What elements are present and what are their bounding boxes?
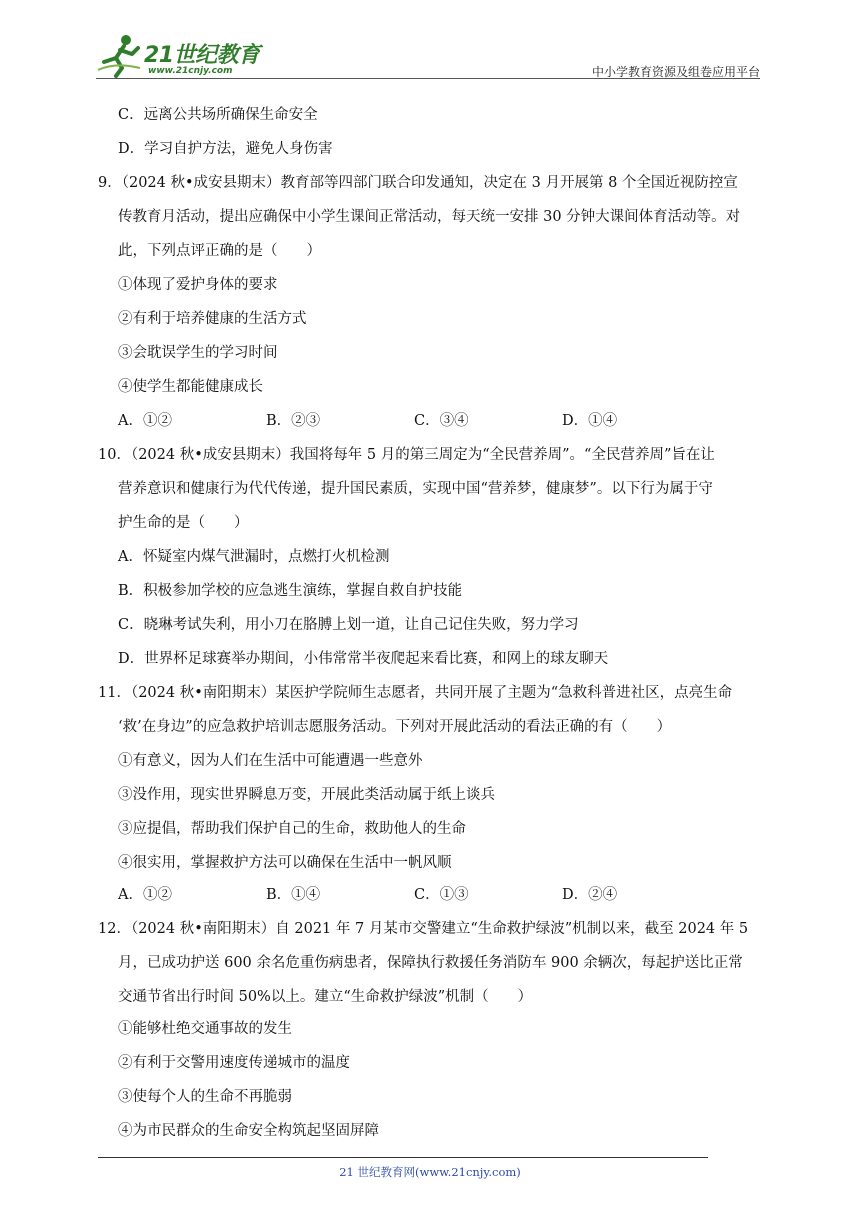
q11-statement-1: ①有意义，因为人们在生活中可能遭遇一些意外 — [118, 753, 423, 769]
q9-option-b[interactable]: B．②③ — [266, 413, 321, 429]
q11-option-b[interactable]: B．①④ — [266, 887, 321, 903]
q9-stem-line3: 此，下列点评正确的是（ ） — [118, 243, 321, 259]
q9-statement-2: ②有利于培养健康的生活方式 — [118, 311, 307, 327]
logo-url-text: www.21cnjy.com — [148, 66, 233, 76]
q9-statement-4: ④使学生都能健康成长 — [118, 379, 263, 395]
page-header — [96, 28, 760, 80]
footer-divider — [98, 1157, 708, 1158]
q12-statement-2: ②有利于交警用速度传递城市的温度 — [118, 1055, 350, 1071]
q12-stem-line2: 月，已成功护送 600 余名危重伤病患者，保障执行救援任务消防车 900 余辆次，每起护送比正常 — [118, 955, 743, 971]
q11-stem-line2: ‘救’在身边”的应急救护培训志愿服务活动。下列对开展此活动的看法正确的有（ ） — [118, 719, 672, 735]
platform-name: 中小学教育资源及组卷应用平台 — [591, 65, 760, 79]
q12-statement-3: ③使每个人的生命不再脆弱 — [118, 1089, 292, 1105]
q10-option-d[interactable]: D．世界杯足球赛举办期间，小伟常常半夜爬起来看比赛，和网上的球友聊天 — [118, 651, 609, 667]
q11-option-a[interactable]: A．①② — [118, 887, 172, 903]
q10-option-c[interactable]: C．晓琳考试失利，用小刀在胳膊上划一道，让自己记住失败，努力学习 — [118, 617, 579, 633]
runner-logo-icon — [96, 32, 144, 78]
prev-option-d: D．学习自护方法，避免人身伤害 — [118, 141, 333, 157]
q10-option-b[interactable]: B．积极参加学校的应急逃生演练，掌握自救自护技能 — [118, 583, 463, 599]
q9-option-a[interactable]: A．①② — [118, 413, 172, 429]
q9-stem-line2: 传教育月活动，提出应确保中小学生课间正常活动，每天统一安排 30 分钟大课间体育活动等。对 — [118, 209, 741, 225]
q11-option-d[interactable]: D．②④ — [562, 887, 618, 903]
q11-option-c[interactable]: C．①③ — [414, 887, 469, 903]
footer-link[interactable]: 21 世纪教育网(www.21cnjy.com) — [339, 1165, 521, 1179]
q9-option-d[interactable]: D．①④ — [562, 413, 618, 429]
q12-stem-line1: 12．（2024 秋•南阳期末）自 2021 年 7 月某市交警建立“生命救护绿波”机制以来，截至 2024 年 5 — [98, 921, 749, 937]
q9-stem-line1: 9．（2024 秋•成安县期末）教育部等四部门联合印发通知，决定在 3 月开展第 8 个全国近视防控宣 — [98, 175, 738, 191]
q12-statement-4: ④为市民群众的生命安全构筑起坚固屏障 — [118, 1123, 379, 1139]
q11-stem-line1: 11．（2024 秋•南阳期末）某医护学院师生志愿者，共同开展了主题为“急救科普进社区，点亮生命 — [98, 685, 733, 701]
q9-statement-3: ③会耽误学生的学习时间 — [118, 345, 278, 361]
q12-stem-line3: 交通节省出行时间 50%以上。建立“生命救护绿波”机制（ ） — [118, 989, 533, 1005]
q10-stem-line3: 护生命的是（ ） — [118, 515, 249, 531]
q11-statement-3: ③应提倡，帮助我们保护自己的生命，救助他人的生命 — [118, 821, 466, 837]
logo-brand-text: 21世纪教育 — [144, 43, 260, 68]
q10-stem-line1: 10．（2024 秋•成安县期末）我国将每年 5 月的第三周定为“全民营养周”。“全民营养周”旨在让 — [98, 447, 715, 463]
q10-option-a[interactable]: A．怀疑室内煤气泄漏时，点燃打火机检测 — [118, 549, 390, 565]
q11-statement-2: ③没作用，现实世界瞬息万变，开展此类活动属于纸上谈兵 — [118, 787, 495, 803]
q12-statement-1: ①能够杜绝交通事故的发生 — [118, 1021, 292, 1037]
q11-statement-4: ④很实用，掌握救护方法可以确保在生活中一帆风顺 — [118, 855, 452, 871]
prev-option-c: C．远离公共场所确保生命安全 — [118, 107, 318, 123]
q10-stem-line2: 营养意识和健康行为代代传递，提升国民素质，实现中国“营养梦，健康梦”。以下行为属于守 — [118, 481, 713, 497]
header-divider — [96, 78, 760, 79]
site-logo[interactable] — [96, 32, 266, 78]
q9-statement-1: ①体现了爱护身体的要求 — [118, 277, 278, 293]
q9-option-c[interactable]: C．③④ — [414, 413, 469, 429]
